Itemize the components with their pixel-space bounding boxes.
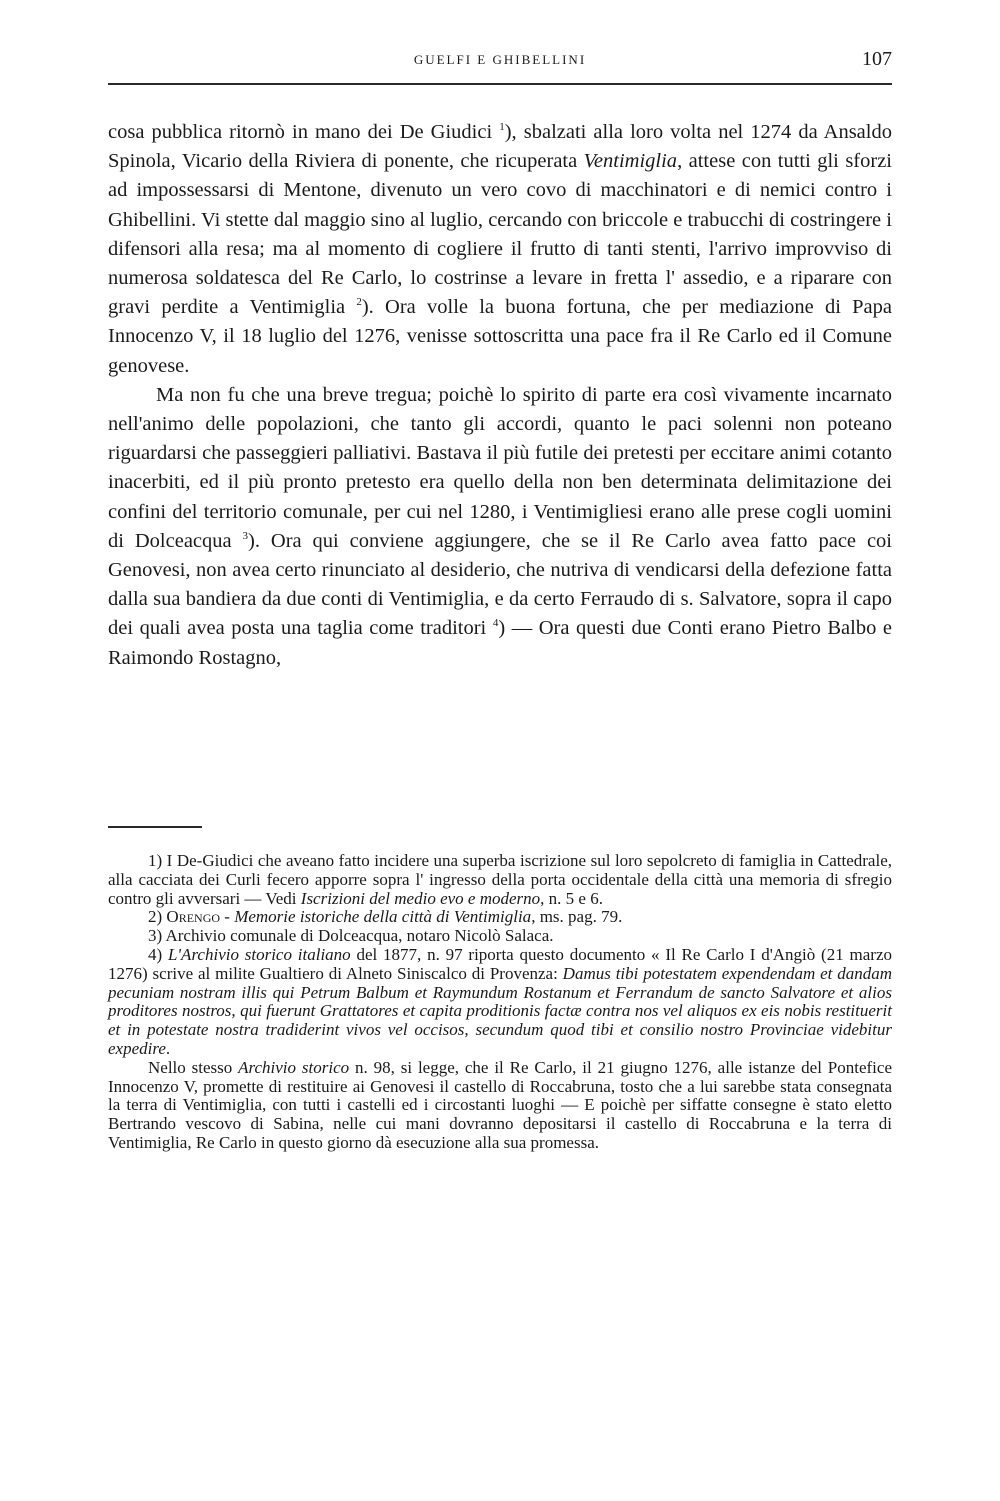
paragraph: Ma non fu che una breve tregua; poichè lo spirito di parte era così vivamente incarnato nell'animo delle popolazioni, che tanto gli accordi, quanto le paci solenni non poteano riguardarsi che passeggieri palliativi. Bastava il più futile dei pretesti per eccitare animi cotanto inacerbiti, ed il più pronto pretesto era quello della non ben determinata delimitazione dei confini del territorio comunale, per cui nel 1280, i Ventimigliesi erano alle prese cogli uomini di Dolceacqua $^3$). Ora qui conviene aggiungere, che se il Re Carlo avea fatto pace coi Genovesi, non avea certo rinunciato al desiderio, che nutriva di vendicarsi della defezione fatta dalla sua bandiera da due conti di Ventimiglia, e da certo Ferraudo di s. Salvatore, sopra il capo dei quali avea posta una taglia come traditori $^4$) — Ora questi due Conti erano Pietro Balbo e Raimondo Rostagno, bbox=[108, 383, 892, 669]
footnote-ref: 1 bbox=[499, 121, 505, 134]
footnotes bbox=[108, 852, 892, 1153]
footnote-ref: 2 bbox=[356, 296, 362, 309]
footnote-1: 1) I De-Giudici che aveano fatto incidere una superba iscrizione sul loro sepolcreto di famiglia in Cattedrale, alla cacciata dei Curli fecero apporre sopra l' ingresso della porta occidentale della città una memoria di sfregio contro gli avversari — Vedi Iscrizioni del medio evo e moderno, n. 5 e 6. bbox=[108, 851, 892, 908]
paragraph: cosa pubblica ritornò in mano dei De Giudici $^1$), sbalzati alla loro volta nel 1274 da Ansaldo Spinola, Vicario della Riviera di ponente, che ricuperata Ventimiglia, attese con tutti gli sforzi ad impossessarsi di Mentone, divenuto un vero covo di macchinatori e di nemici contro i Ghibellini. Vi stette dal maggio sino al luglio, cercando con briccole e trabucchi di costringere i difensori alla resa; ma al momento di cogliere il frutto di tanti stenti, l'arrivo improvviso di numerosa soldatesca del Re Carlo, lo costrinse a levare in fretta l' assedio, e a riparare con gravi perdite a Ventimiglia $^2$). Ora volle la buona fortuna, che per mediazione di Papa Innocenzo V, il 18 luglio del 1276, venisse sottoscritta una pace fra il Re Carlo ed il Comune genovese. bbox=[108, 121, 892, 377]
footnote-4-continued: Nello stesso Archivio storico n. 98, si legge, che il Re Carlo, il 21 giugno 1276, alle istanze del Pontefice Innocenzo V, promette di restituire ai Genovesi il castello di Roccabruna, tosto che a lui sarebbe stata consegnata la terra di Ventimiglia, con tutti i castelli ed i circostanti luoghi — E poichè per siffatte consegne è stato eletto Bertrando vescovo di Sabina, nelle cui mani dovranno depositarsi il castello di Roccabruna e la terra di Ventimiglia, Re Carlo in questo giorno dà esecuzione alla sua promessa. bbox=[108, 1057, 892, 1152]
footnote-4: 4) L'Archivio storico italiano del 1877, n. 97 riporta questo documento « Il Re Carlo I d'Angiò (21 marzo 1276) scrive al milite Gualtiero di Alneto Siniscalco di Provenza: Damus tibi potestatem expendendam et dandam pecuniam nostram illis qui Petrum Balbum et Raymundum Rostanum et Ferrandum de sancto Salvatore et alios proditores nostros, qui fuerunt Grattatores et capita proditionis factæ contra nos vel aliquos ex eis nobis restituerit et in potestate nostra tradiderint vivos vel occisos, secundum quod tibi et consilio nostro Provinciae videbitur expedire. bbox=[108, 944, 892, 1058]
header-rule bbox=[108, 83, 892, 85]
running-title: GUELFI E GHIBELLINI bbox=[413, 52, 587, 67]
footnote-2: 2) Orengo - Memorie istoriche della città di Ventimiglia, ms. pag. 79. bbox=[148, 907, 623, 927]
footnote-ref: 4 bbox=[492, 617, 499, 630]
main-text bbox=[108, 118, 892, 673]
footnote-separator bbox=[108, 826, 202, 828]
footnote-3: 3) Archivio comunale di Dolceacqua, notaro Nicolò Salaca. bbox=[148, 926, 554, 946]
page-header bbox=[108, 50, 892, 74]
footnote-ref: 3 bbox=[242, 530, 249, 543]
page-number: 107 bbox=[862, 48, 892, 70]
